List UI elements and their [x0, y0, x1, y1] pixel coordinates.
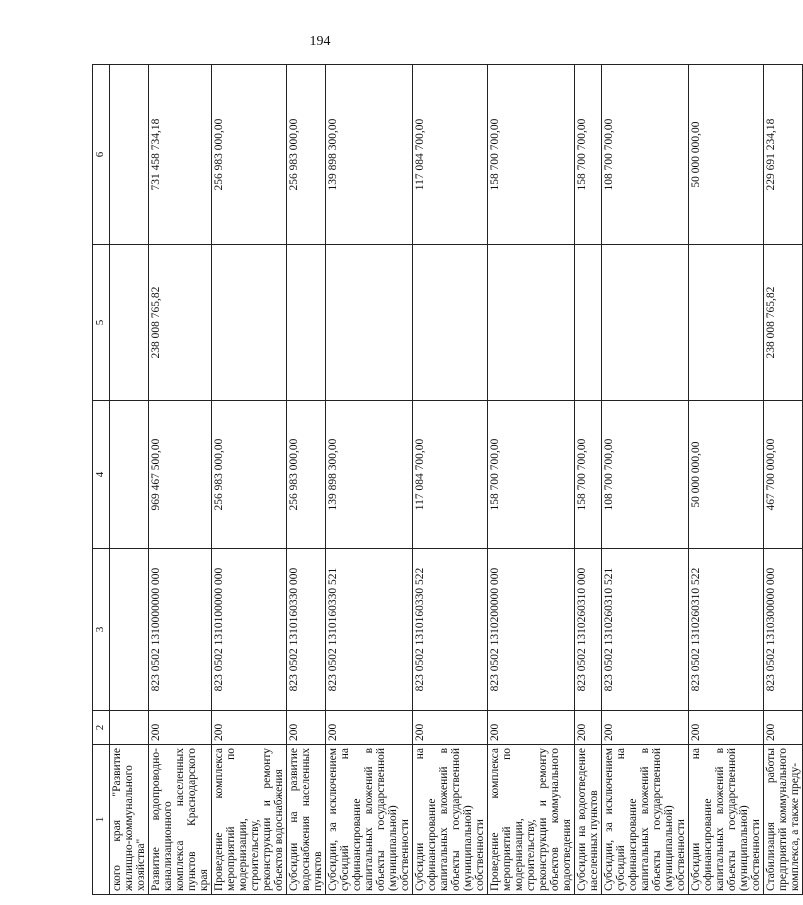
row-name: Стабилизация работы предприятий коммунального комплекса, а также преду-: [764, 745, 803, 895]
row-code: 200: [602, 711, 689, 745]
row-name: Развитие водопроводно-канализационного комплекса населенных пунктов Краснодарского края: [149, 745, 212, 895]
row-classification: 823 0502 1310200000 000: [488, 549, 575, 711]
rotated-table-container: [92, 65, 801, 895]
row-executed: [602, 245, 689, 401]
row-name: Проведение комплекса мероприятий по модернизации, строительству, реконструкции и ремонту объектов коммунального водоотведения: [488, 745, 575, 895]
table-row: [413, 65, 488, 895]
row-executed: 238 008 765,82: [764, 245, 803, 401]
table-row: [212, 65, 287, 895]
column-header: 2: [93, 711, 110, 745]
row-remaining: 117 084 700,00: [413, 65, 488, 245]
row-planned: 50 000 000,00: [689, 401, 764, 549]
row-executed: [413, 245, 488, 401]
table-row: [110, 65, 149, 895]
table-row: [602, 65, 689, 895]
row-planned: 108 700 700,00: [602, 401, 689, 549]
row-executed: [326, 245, 413, 401]
row-planned: 139 898 300,00: [326, 401, 413, 549]
row-classification: 823 0502 1310160330 000: [287, 549, 326, 711]
row-remaining: 256 983 000,00: [212, 65, 287, 245]
row-executed: [287, 245, 326, 401]
row-executed: [212, 245, 287, 401]
row-classification: 823 0502 1310300000 000: [764, 549, 803, 711]
table-row: [287, 65, 326, 895]
row-name: Субсидии на софинансирование капитальных вложений в объекты государственной (муниципальной) собственности: [413, 745, 488, 895]
row-classification: 823 0502 1310160330 521: [326, 549, 413, 711]
row-code: 200: [689, 711, 764, 745]
row-name: ского края "Развитие жилищно-коммунального хозяйства": [110, 745, 149, 895]
row-code: 200: [212, 711, 287, 745]
row-name: Субсидии на софинансирование капитальных вложений в объекты государственной (муниципальной) собственности: [689, 745, 764, 895]
row-classification: 823 0502 1310000000 000: [149, 549, 212, 711]
row-executed: [110, 245, 149, 401]
row-code: 200: [326, 711, 413, 745]
budget-table: [92, 64, 803, 895]
table-row: [326, 65, 413, 895]
row-planned: 158 700 700,00: [575, 401, 602, 549]
row-planned: 969 467 500,00: [149, 401, 212, 549]
row-name: Субсидии, за исключением субсидий на софинансирование капитальных вложений в объекты государственной (муниципальной) собственности: [602, 745, 689, 895]
row-code: 200: [764, 711, 803, 745]
row-classification: 823 0502 1310260310 521: [602, 549, 689, 711]
row-planned: 158 700 700,00: [488, 401, 575, 549]
row-remaining: 256 983 000,00: [287, 65, 326, 245]
row-code: 200: [287, 711, 326, 745]
row-classification: 823 0502 1310260310 522: [689, 549, 764, 711]
row-remaining: 731 458 734,18: [149, 65, 212, 245]
row-name: Проведение комплекса мероприятий по модернизации, строительству, реконструкции и ремонту объектов водоснабжения: [212, 745, 287, 895]
column-header: 6: [93, 65, 110, 245]
column-header: 1: [93, 745, 110, 895]
row-code: 200: [149, 711, 212, 745]
row-remaining: 108 700 700,00: [602, 65, 689, 245]
table-row: [488, 65, 575, 895]
row-classification: 823 0502 1310100000 000: [212, 549, 287, 711]
row-executed: 238 008 765,82: [149, 245, 212, 401]
row-code: [110, 711, 149, 745]
row-classification: 823 0502 1310160330 522: [413, 549, 488, 711]
row-remaining: 158 700 700,00: [488, 65, 575, 245]
row-executed: [488, 245, 575, 401]
table-header-row: [93, 65, 110, 895]
row-planned: [110, 401, 149, 549]
row-name: Субсидии на развитие водоснабжения населенных пунктов: [287, 745, 326, 895]
row-remaining: 158 700 700,00: [575, 65, 602, 245]
row-executed: [689, 245, 764, 401]
row-planned: 256 983 000,00: [287, 401, 326, 549]
row-name: Субсидии на водоотведение населенных пунктов: [575, 745, 602, 895]
column-header: 4: [93, 401, 110, 549]
row-remaining: 139 898 300,00: [326, 65, 413, 245]
column-header: 3: [93, 549, 110, 711]
row-code: 200: [488, 711, 575, 745]
table-row: [764, 65, 803, 895]
row-planned: 467 700 000,00: [764, 401, 803, 549]
table-row: [575, 65, 602, 895]
rotated-table-area: [92, 65, 801, 895]
row-remaining: 50 000 000,00: [689, 65, 764, 245]
table-row: [689, 65, 764, 895]
row-planned: 256 983 000,00: [212, 401, 287, 549]
table-row: [149, 65, 212, 895]
row-remaining: 229 691 234,18: [764, 65, 803, 245]
column-header: 5: [93, 245, 110, 401]
row-executed: [575, 245, 602, 401]
page-number: 194: [309, 34, 331, 49]
row-code: 200: [575, 711, 602, 745]
row-name: Субсидии, за исключением субсидий на софинансирование капитальных вложений в объекты государственной (муниципальной) собственности: [326, 745, 413, 895]
row-planned: 117 084 700,00: [413, 401, 488, 549]
row-classification: 823 0502 1310260310 000: [575, 549, 602, 711]
row-code: 200: [413, 711, 488, 745]
row-remaining: [110, 65, 149, 245]
row-classification: [110, 549, 149, 711]
